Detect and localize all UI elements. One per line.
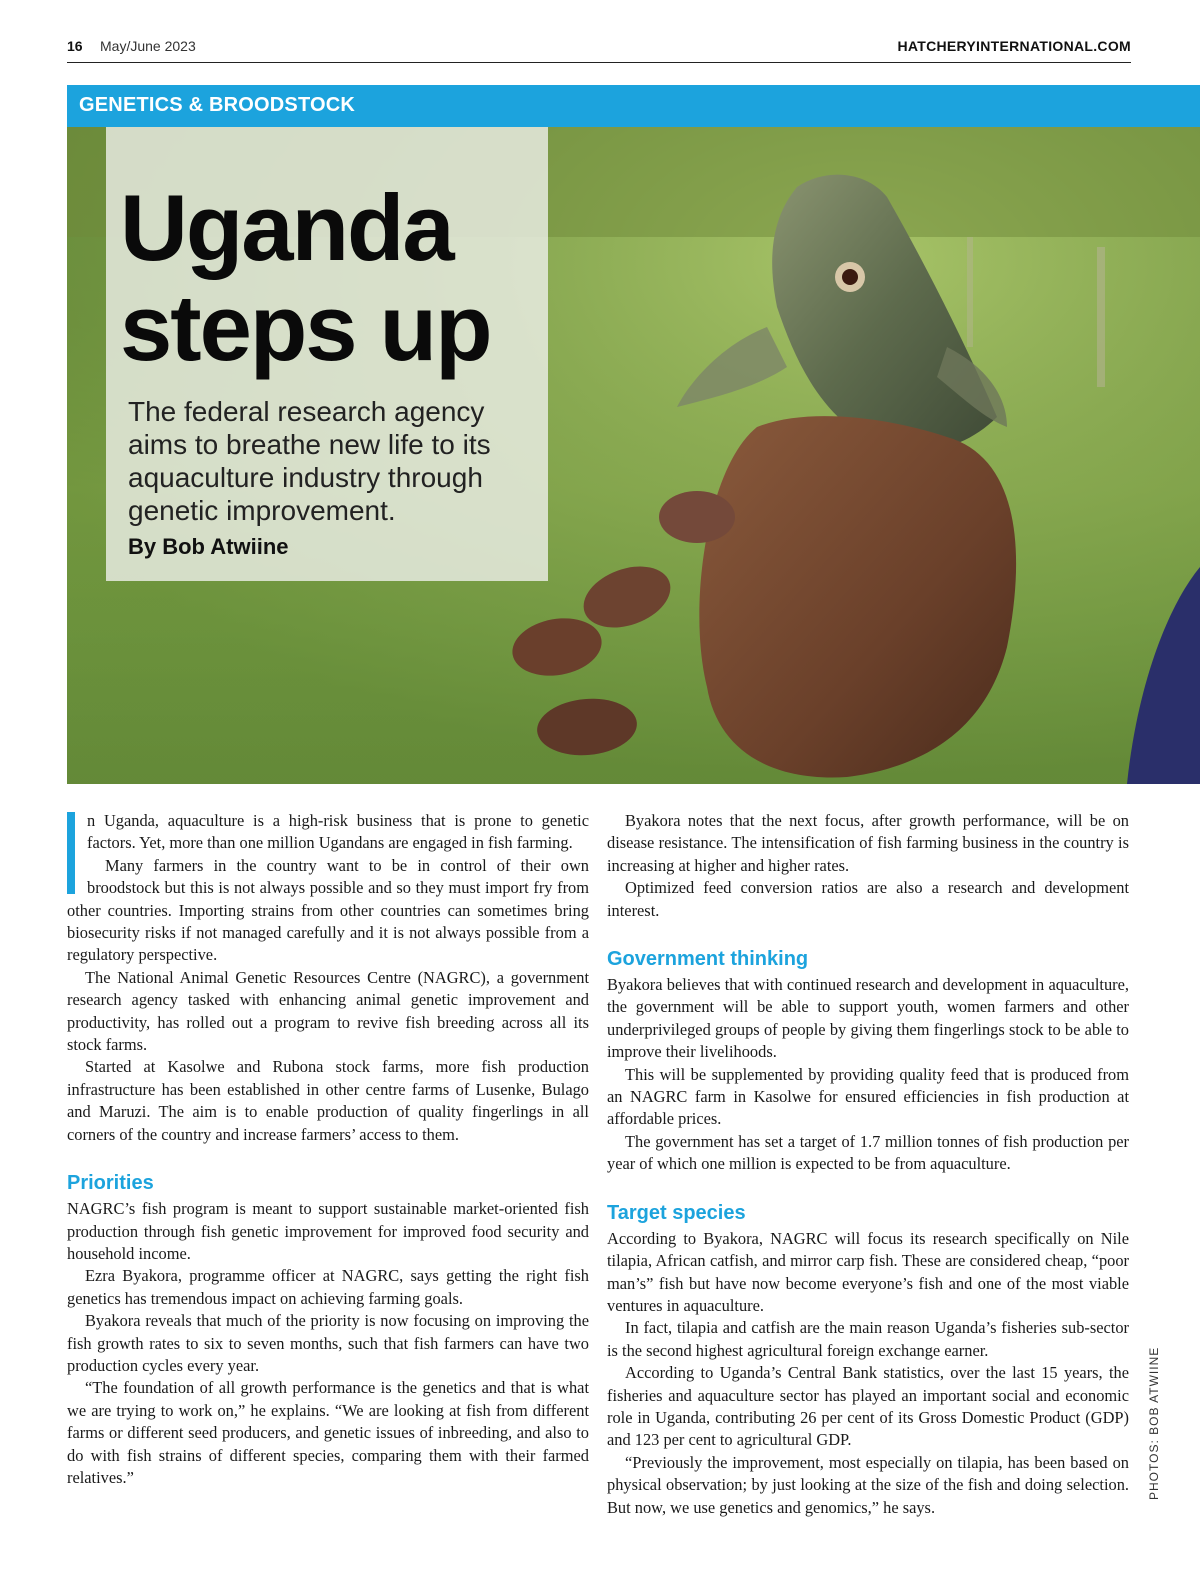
paragraph: NAGRC’s fish program is meant to support sustainable market-oriented fish production through fish genetic improvement for improved food security and household income.	[67, 1199, 589, 1263]
headline: Uganda steps up	[120, 175, 491, 380]
paragraph: “Previously the improvement, most especially on tilapia, has been based on physical observation; by just looking at the size of the fish and doing selection. But now, we use genetics and genomics,” he says.	[607, 1452, 1129, 1517]
site-url[interactable]: HATCHERYINTERNATIONAL.COM	[897, 38, 1131, 54]
drop-cap-bar	[67, 812, 75, 894]
issue-date: May/June 2023	[100, 38, 196, 54]
paragraph: “The foundation of all growth performance is the genetics and that is what we are trying to work on,” he explains. “We are looking at fish from different farms or different seed producers, and genetic issues of inbreeding, and also to do with fish strains of different species, comparing them with their farmed relatives.”	[67, 1378, 589, 1487]
paragraph: Byakora believes that with continued research and development in aquaculture, the government will be able to support youth, women farmers and other underprivileged groups of people by giving them fingerlings stock to be able to improve their livelihoods.	[607, 975, 1129, 1062]
photo-credit: PHOTOS: BOB ATWIINE	[1147, 1346, 1161, 1500]
paragraph: The National Animal Genetic Resources Centre (NAGRC), a government research agency tasked with enhancing animal genetic improvement and productivity, has rolled out a program to revive fish breeding across all its stock farms.	[67, 967, 589, 1055]
paragraph: According to Uganda’s Central Bank statistics, over the last 15 years, the fisheries and aquaculture sector has played an important social and economic role in Uganda, contributing 26 per cent of its Gross Domestic Product (GDP) and 123 per cent to agricultural GDP.	[607, 1363, 1129, 1450]
paragraph: n Uganda, aquaculture is a high-risk business that is prone to genetic factors. Yet, more than one million Ugandans are engaged in fish farming.	[87, 811, 589, 853]
paragraph: This will be supplemented by providing quality feed that is produced from an NAGRC farm in Kasolwe for ensured efficiencies in fish production at affordable prices.	[607, 1064, 1129, 1129]
paragraph: Byakora reveals that much of the priority is now focusing on improving the fish growth rates to six to seven months, such that fish farmers can have two production cycles every year.	[67, 1311, 589, 1375]
subheading-priorities: Priorities	[67, 1172, 154, 1195]
page-number: 16	[67, 38, 83, 54]
byline: By Bob Atwiine	[128, 534, 289, 559]
paragraph: In fact, tilapia and catfish are the main reason Uganda’s fisheries sub-sector is the second highest agricultural foreign exchange earner.	[607, 1318, 1129, 1360]
paragraph: The government has set a target of 1.7 million tonnes of fish production per year of which one million is expected to be from aquaculture.	[607, 1131, 1129, 1174]
paragraph: Byakora notes that the next focus, after growth performance, will be on disease resistance. The intensification of fish farming business in the country is increasing at higher and higher rates.	[607, 811, 1129, 875]
subheading-target-species: Target species	[607, 1201, 746, 1224]
paragraph: Many farmers in the country want to be in control of their own broodstock but this is not always possible and so they must import fry from other countries. Importing strains from other countries can sometimes bring biosecurity risks if not managed carefully and it is not always possible from a regulatory perspective.	[67, 855, 589, 965]
paragraph: According to Byakora, NAGRC will focus its research specifically on Nile tilapia, African catfish, and mirror carp fish. These are considered cheap, “poor man’s” fish but have now become everyone’s fish and one of the most viable ventures in aquaculture.	[607, 1228, 1129, 1315]
section-band	[67, 85, 1200, 127]
article-column-right	[607, 810, 1129, 1519]
paragraph: Started at Kasolwe and Rubona stock farms, more fish production infrastructure has been established in other centre farms of Lusenke, Bulago and Maruzi. The aim is to enable production of quality fingerlings in all corners of the country and increase farmers’ access to them.	[67, 1057, 589, 1144]
article-column-left	[67, 810, 589, 1489]
dek: The federal research agency aims to breathe new life to its aquaculture industry through genetic improvement.	[128, 396, 491, 526]
page-header	[67, 36, 1131, 63]
subheading-government-thinking: Government thinking	[607, 948, 809, 971]
section-label: GENETICS & BROODSTOCK	[79, 94, 356, 116]
paragraph: Ezra Byakora, programme officer at NAGRC, says getting the right fish genetics has tremendous impact on achieving farming goals.	[67, 1266, 589, 1308]
paragraph: Optimized feed conversion ratios are also a research and development interest.	[607, 878, 1129, 920]
